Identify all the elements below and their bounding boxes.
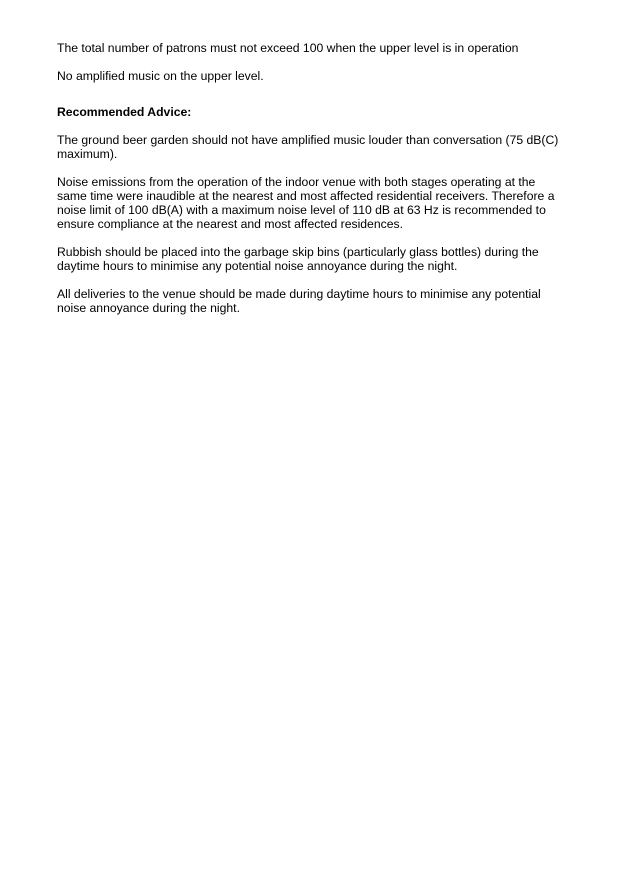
paragraph-patron-limit: The total number of patrons must not exceed 100 when the upper level is in operation <box>57 41 519 55</box>
document-body <box>57 41 567 329</box>
paragraph-rubbish-bins: Rubbish should be placed into the garbage skip bins (particularly glass bottles) during the daytime hours to minimise any potential noise annoyance during the night. <box>57 245 539 273</box>
paragraph-upper-level-music: No amplified music on the upper level. <box>57 69 264 83</box>
paragraph-deliveries: All deliveries to the venue should be made during daytime hours to minimise any potential noise annoyance during the night. <box>57 287 541 315</box>
paragraph-noise-emissions: Noise emissions from the operation of the indoor venue with both stages operating at the same time were inaudible at the nearest and most affected residential receivers. Therefore a noise limit of 100 dB(A) with a maximum noise level of 110 dB at 63 Hz is recommended to ensure compliance at the nearest and most affected residences. <box>57 175 555 231</box>
paragraph-beer-garden-music: The ground beer garden should not have amplified music louder than conversation (75 dB(C) maximum). <box>57 133 559 161</box>
section-heading-recommended-advice: Recommended Advice: <box>57 105 192 119</box>
